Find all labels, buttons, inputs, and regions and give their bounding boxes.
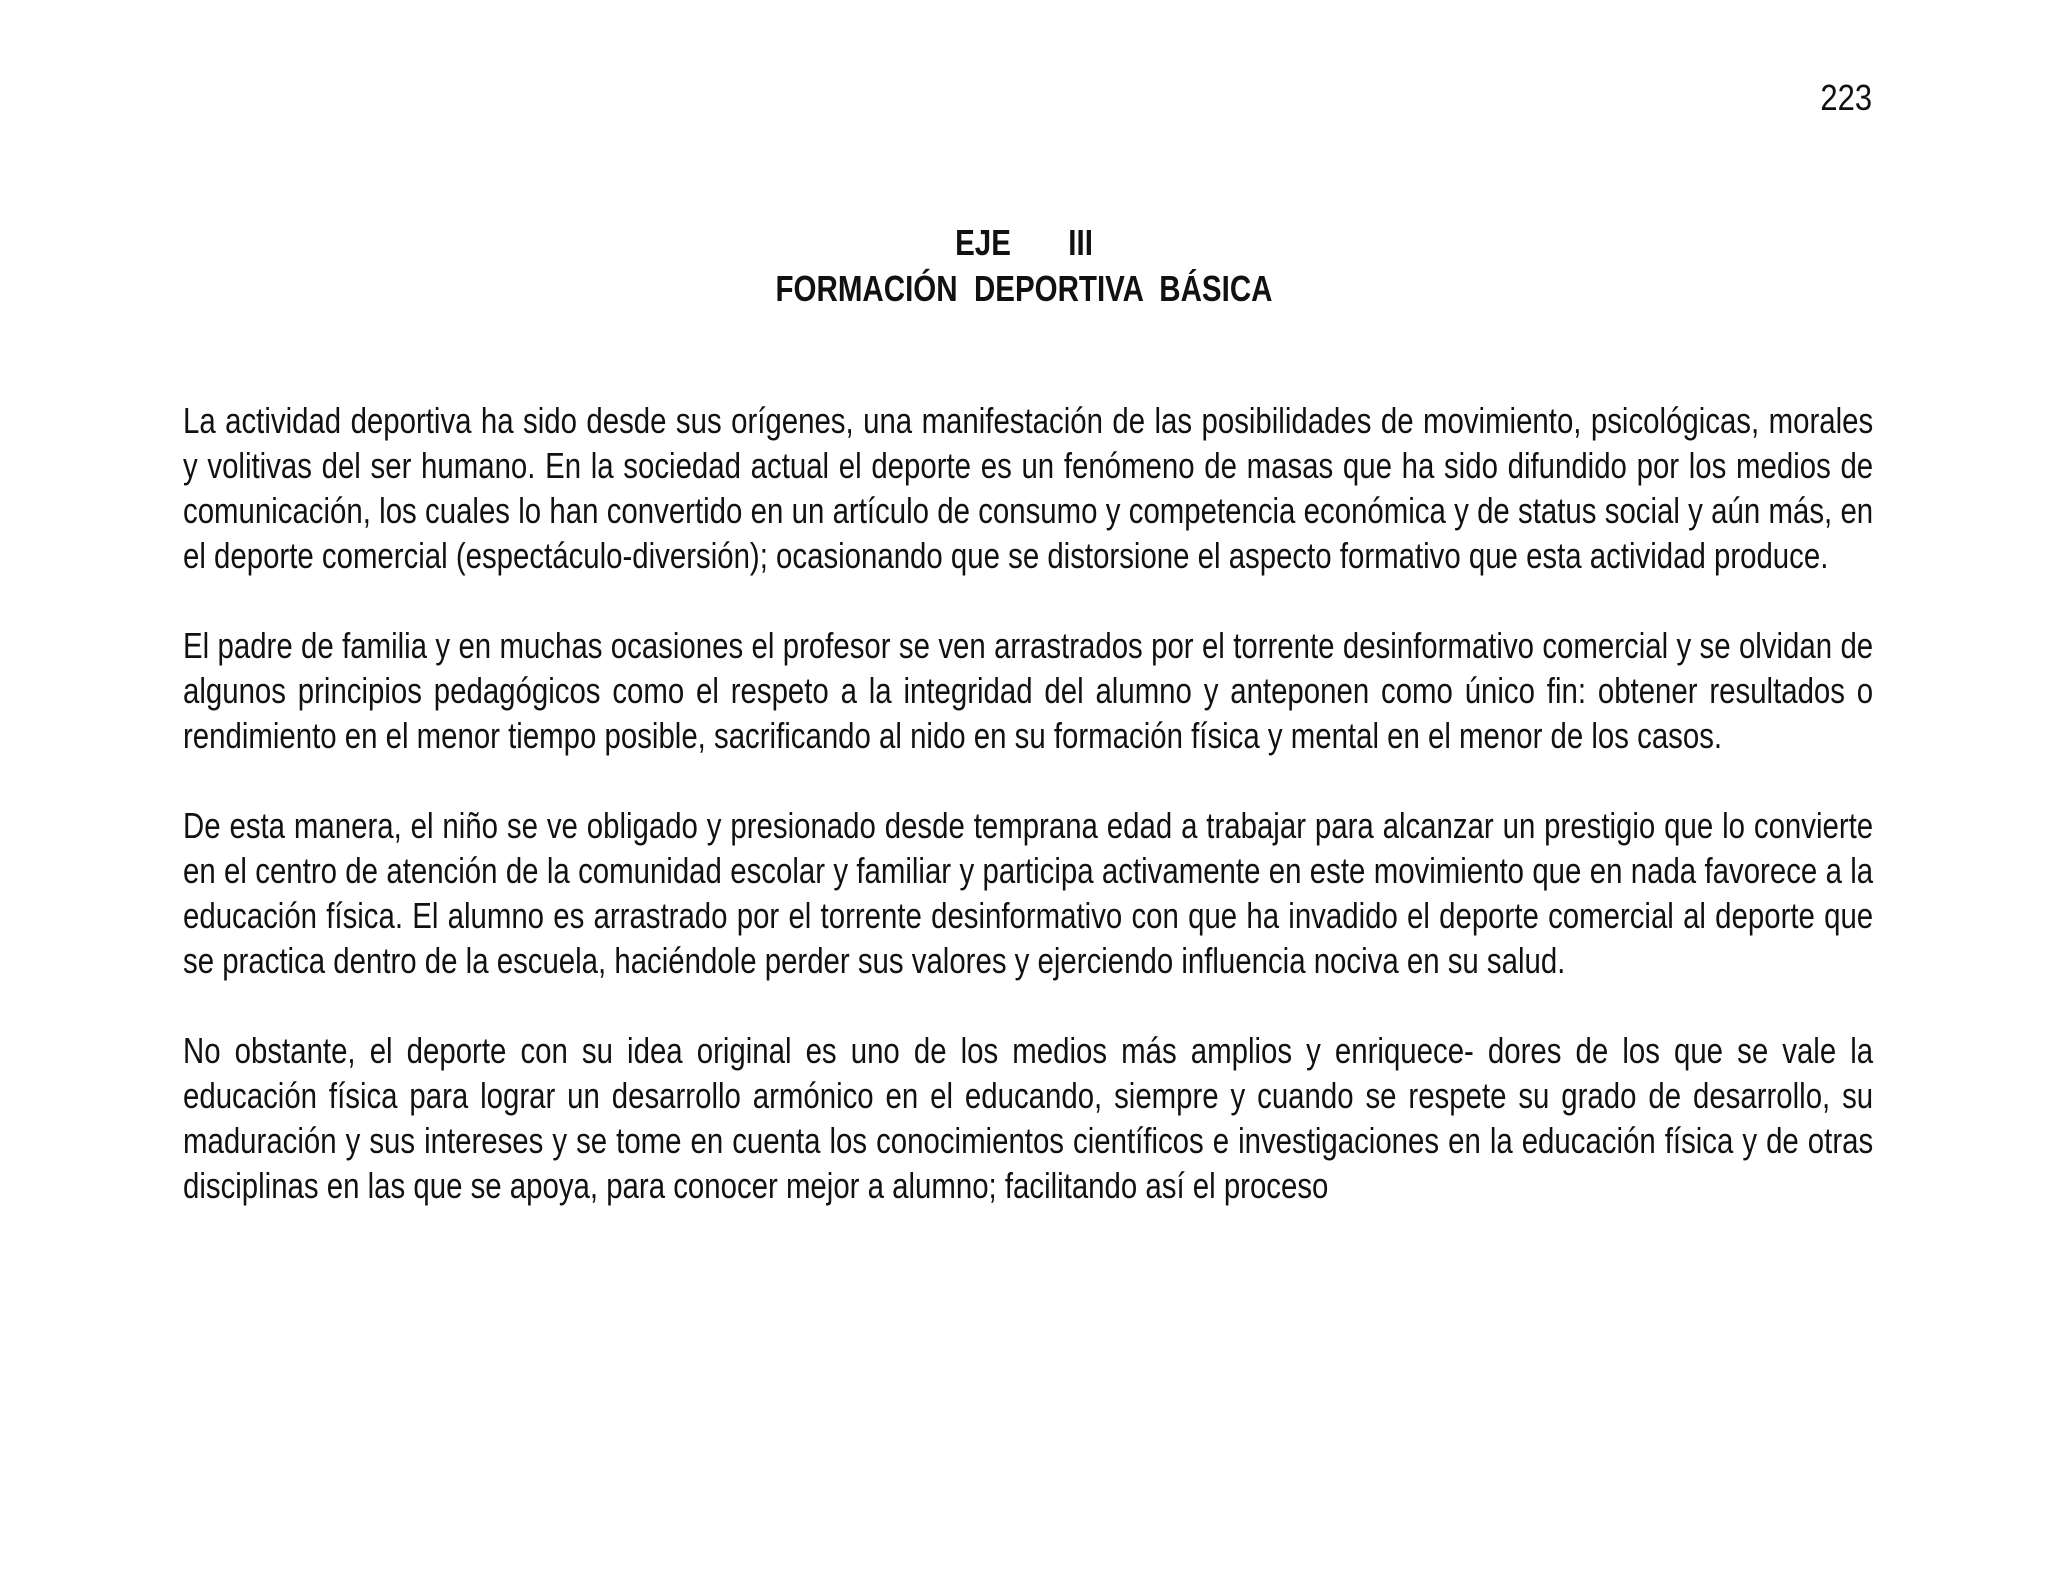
heading-line-2: FORMACIÓN DEPORTIVA BÁSICA	[775, 268, 1273, 309]
body-text	[183, 398, 1873, 1253]
section-heading	[0, 220, 2048, 312]
heading-line-1	[184, 220, 1863, 266]
paragraph-1: La actividad deportiva ha sido desde sus orígenes, una manifestación de las posibilidades de movimiento, psicológicas, morales y volitivas del ser humano. En la sociedad actual el deporte es un fenómeno de masas que ha sido difundido por los medios de comunicación, los cuales lo han convertido en un artículo de consumo y competencia económica y de status social y aún más, en el deporte comercial (espectáculo-diversión); ocasionando que se distorsione el aspecto formativo que esta actividad produce.	[183, 400, 1874, 576]
paragraph-3: De esta manera, el niño se ve obligado y presionado desde temprana edad a trabajar para alcanzar un prestigio que lo convierte en el centro de atención de la comunidad escolar y familiar y participa activamente en este movimiento que en nada favorece a la educación física. El alumno es arrastrado por el torrente desinformativo con que ha invadido el deporte comercial al deporte que se practica dentro de la escuela, haciéndole perder sus valores y ejerciendo influencia nociva en su salud.	[183, 805, 1874, 981]
paragraph-4: No obstante, el deporte con su idea original es uno de los medios más amplios y enriquece- dores de los que se vale la educación física para lograr un desarrollo armónico en el educando, siempre y cuando se respete su grado de desarrollo, su maduración y sus intereses y se tome en cuenta los conocimientos científicos e investigaciones en la educación física y de otras disciplinas en las que se apoya, para conocer mejor a alumno; facilitando así el proceso	[183, 1030, 1874, 1206]
heading-axis-number: III	[1068, 222, 1093, 263]
heading-axis-label: EJE	[955, 222, 1011, 263]
page-number: 223	[1820, 77, 1872, 118]
paragraph-2: El padre de familia y en muchas ocasiones el profesor se ven arrastrados por el torrente desinformativo comercial y se olvidan de algunos principios pedagógicos como el respeto a la integridad del alumno y anteponen como único fin: obtener resultados o rendimiento en el menor tiempo posible, sacrificando al nido en su formación física y mental en el menor de los casos.	[183, 625, 1874, 756]
